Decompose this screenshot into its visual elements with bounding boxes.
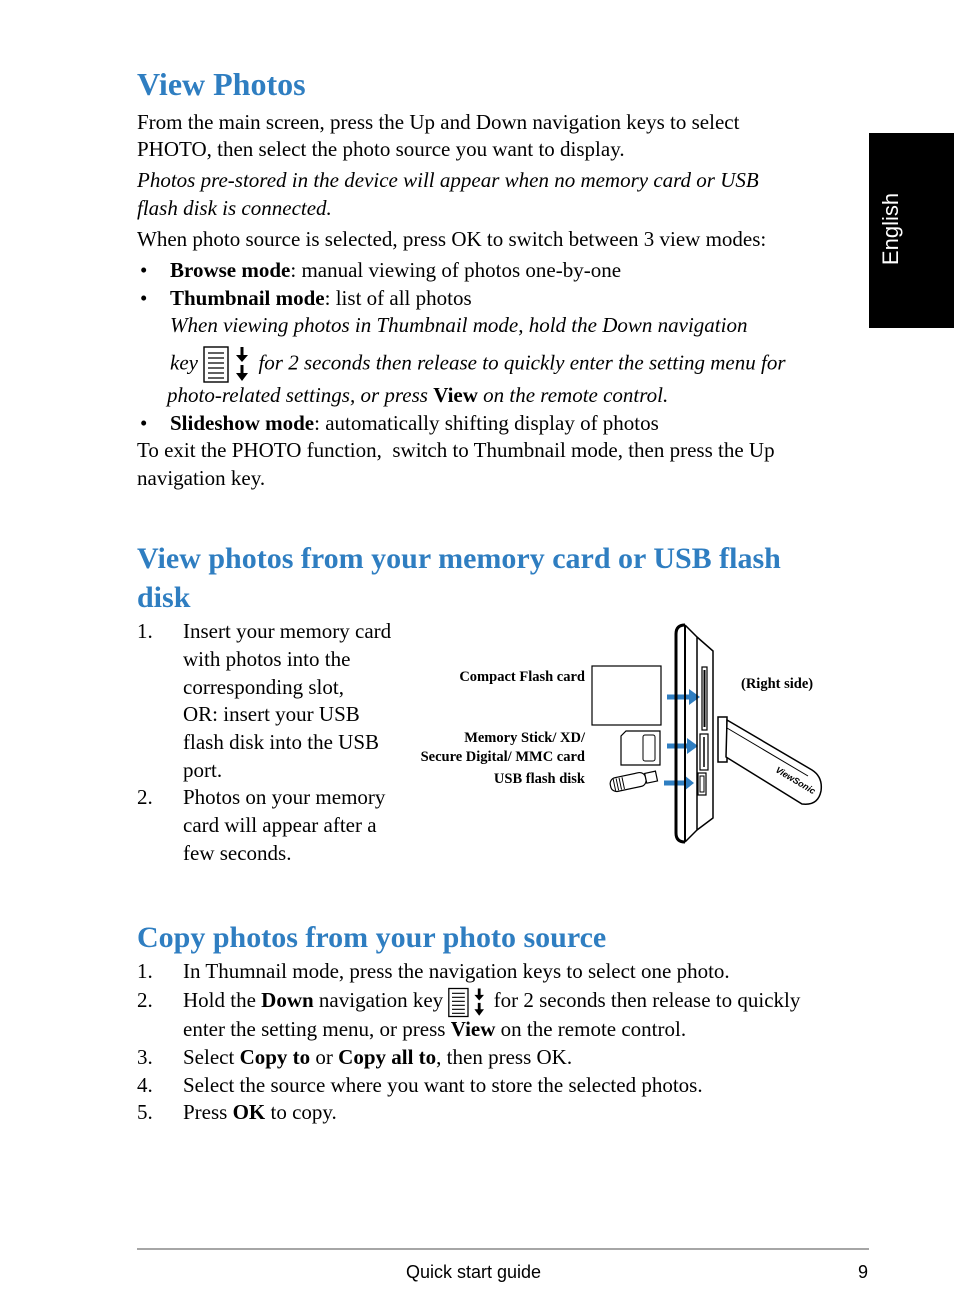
icon-menu-box <box>204 347 228 382</box>
note-line-1: Photos pre-stored in the device will appear when no memory card or USB <box>137 168 759 192</box>
step-text: Press <box>183 1100 228 1124</box>
step-number: 4. <box>137 1073 153 1097</box>
heading-memory-card-line-1: View photos from your memory card or USB flash <box>137 542 781 575</box>
step-number: 2. <box>137 988 153 1012</box>
step-line: with photos into the <box>183 647 351 671</box>
step-text: enter the setting menu, or press <box>183 1017 446 1041</box>
mode-item-slideshow <box>170 409 659 437</box>
step-text: for 2 seconds then release to quickly <box>493 988 801 1012</box>
step-line: card will appear after a <box>183 813 377 837</box>
label-secure-digital: Secure Digital/ MMC card <box>420 749 585 765</box>
cf-slot-opening <box>704 670 706 727</box>
step-line: Photos on your memory <box>183 785 386 809</box>
language-tab-label: English <box>878 192 903 266</box>
copy-step-5 <box>183 1098 337 1126</box>
thumbnail-note-line-3 <box>167 381 668 409</box>
step-number: 3. <box>137 1045 153 1069</box>
note-text: for 2 seconds then release to quickly enter the setting menu for <box>258 350 786 375</box>
bullet: • <box>140 411 148 435</box>
arrow-cf-head <box>689 689 700 705</box>
arrow-cf-shaft <box>667 695 690 700</box>
intro-line-1: From the main screen, press the Up and Down navigation keys to select <box>137 110 740 134</box>
heading-view-photos: View Photos <box>137 66 306 102</box>
label-compact-flash: Compact Flash card <box>459 669 585 685</box>
frame-side-panel <box>685 625 697 842</box>
mode-desc: : list of all photos <box>324 286 472 310</box>
step-text: , then press OK. <box>436 1045 573 1069</box>
copy-step-2-line-2 <box>183 1015 686 1043</box>
page-number: 9 <box>858 1262 869 1282</box>
heading-memory-card-line-2: disk <box>137 581 191 614</box>
step-text: Hold the <box>183 988 256 1012</box>
step-text: or <box>315 1045 333 1069</box>
copy-step-4: Select the source where you want to store the selected photos. <box>183 1073 703 1097</box>
modes-intro: When photo source is selected, press OK to switch between 3 view modes: <box>137 227 767 251</box>
language-side-tab <box>869 133 954 328</box>
note-bold-text: View <box>433 383 478 407</box>
step-bold-text: Down <box>261 988 314 1012</box>
step-text: on the remote control. <box>500 1017 687 1041</box>
step-line: Insert your memory card <box>183 619 392 643</box>
label-usb-flash-disk: USB flash disk <box>493 771 585 787</box>
step-line: corresponding slot, <box>183 675 344 699</box>
bullet: • <box>140 286 148 310</box>
sd-card <box>621 731 660 765</box>
step-line: OR: insert your USB <box>183 702 360 726</box>
mode-item-browse <box>170 256 621 284</box>
copy-step-1: In Thumnail mode, press the navigation keys to select one photo. <box>183 959 730 983</box>
heading-copy-photos: Copy photos from your photo source <box>137 921 607 954</box>
thumbnail-note-line-1: When viewing photos in Thumbnail mode, hold the Down navigation <box>170 313 748 337</box>
card-slot-diagram <box>590 620 830 845</box>
footer-title: Quick start guide <box>406 1262 542 1282</box>
mode-desc: : automatically shifting display of photos <box>314 411 659 435</box>
step-line: flash disk into the USB <box>183 730 380 754</box>
note-text: photo-related settings, or press <box>167 383 428 407</box>
step-line: few seconds. <box>183 841 292 865</box>
step-number: 1. <box>137 959 153 983</box>
compact-flash-card <box>592 666 661 725</box>
mode-term: Browse mode <box>170 258 291 282</box>
note-text: key <box>170 350 198 375</box>
bullet: • <box>140 258 148 282</box>
copy-step-3 <box>183 1043 572 1071</box>
exit-line-2: navigation key. <box>137 466 266 490</box>
step-number: 5. <box>137 1100 153 1124</box>
frame-bezel <box>676 625 685 842</box>
step-bold-text: Copy all to <box>338 1045 437 1069</box>
step-text: Select <box>183 1045 235 1069</box>
intro-line-2: PHOTO, then select the photo source you want to display. <box>137 137 625 161</box>
label-right-side: (Right side) <box>741 676 814 692</box>
step-number: 2. <box>137 785 153 809</box>
step-bold-text: Copy to <box>239 1045 311 1069</box>
step-bold-text: OK <box>232 1100 266 1124</box>
footer-rule <box>137 1248 869 1250</box>
exit-line-1: To exit the PHOTO function, switch to Thumbnail mode, then press the Up <box>137 438 775 462</box>
insert-arrows <box>664 689 700 791</box>
menu-down-key-icon <box>203 346 253 383</box>
mode-term: Thumbnail mode <box>170 286 325 310</box>
menu-down-key-icon <box>448 987 488 1018</box>
thumbnail-note-line-2 <box>170 346 786 374</box>
mode-term: Slideshow mode <box>170 411 315 435</box>
step-number: 1. <box>137 619 153 643</box>
usb-port-opening <box>700 776 704 792</box>
note-text: on the remote control. <box>483 383 669 407</box>
step-text: navigation key <box>318 988 444 1012</box>
photo-frame-side-view <box>676 625 821 842</box>
mode-desc: : manual viewing of photos one-by-one <box>290 258 622 282</box>
step-text: to copy. <box>270 1100 337 1124</box>
note-line-2: flash disk is connected. <box>137 196 332 220</box>
label-memory-stick: Memory Stick/ XD/ <box>464 730 585 746</box>
mode-item-thumbnail <box>170 284 472 312</box>
usb-flash-disk <box>609 769 658 792</box>
step-line: port. <box>183 758 223 782</box>
usb-connector <box>645 771 658 783</box>
usb-body <box>609 771 647 792</box>
stand-brand-logo: ViewSonic <box>773 764 818 797</box>
step-bold-text: View <box>450 1017 496 1041</box>
copy-step-2-line-1 <box>183 986 800 1014</box>
